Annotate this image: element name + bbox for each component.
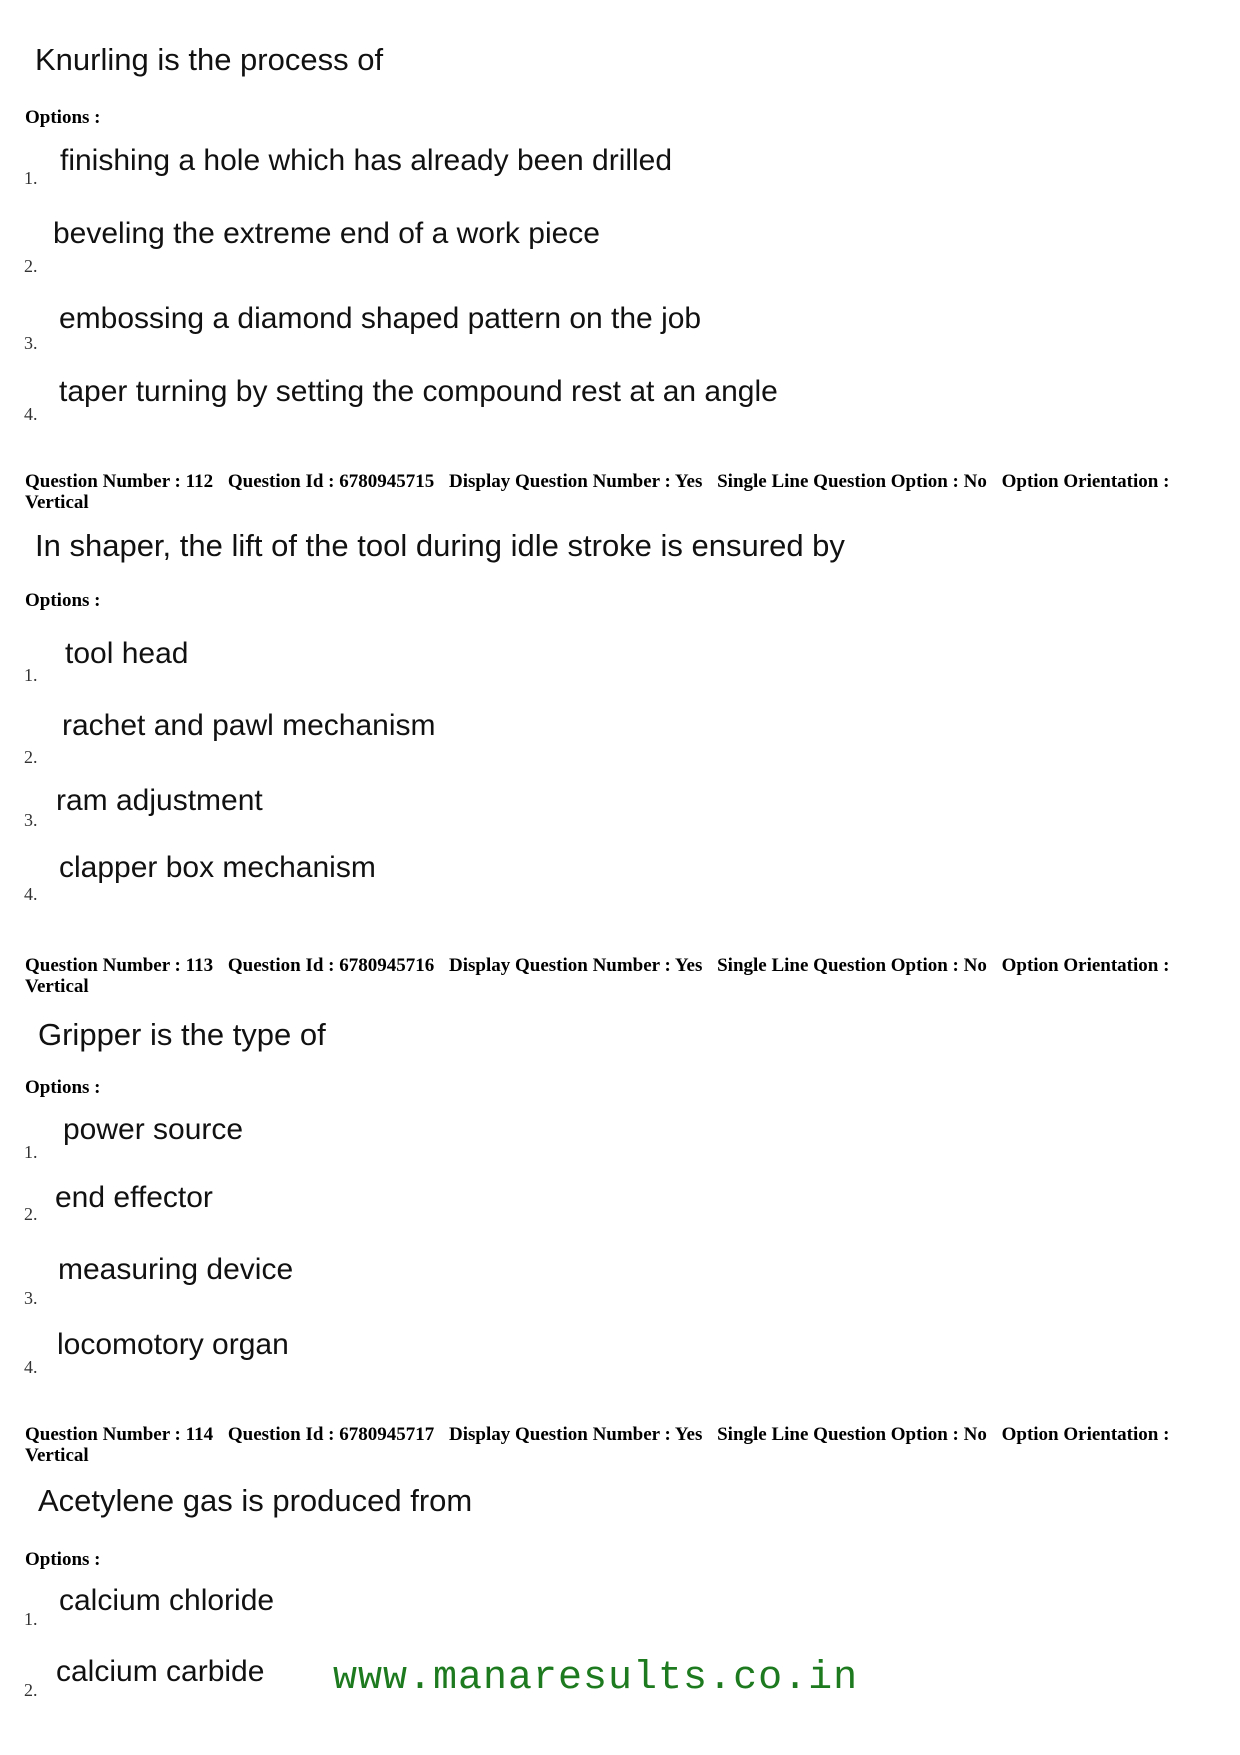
option-text: measuring device [58, 1253, 294, 1286]
option-number: 1. [24, 1142, 38, 1162]
options-label: Options : [25, 107, 101, 128]
option-number: 4. [24, 404, 38, 424]
option-orientation: Option Orientation : Vertical [25, 471, 1170, 513]
options-label: Options : [25, 1077, 101, 1098]
option-number: 3. [24, 1288, 38, 1308]
option-text: calcium chloride [59, 1584, 275, 1617]
option-orientation: Option Orientation : Vertical [25, 955, 1170, 997]
question-meta [25, 471, 1205, 513]
option-number: 4. [24, 884, 38, 904]
option-text: taper turning by setting the compound rest at an angle [59, 375, 778, 408]
question-number: Question Number : 112 [25, 471, 214, 492]
question-meta [25, 955, 1205, 997]
question-text: Gripper is the type of [38, 1017, 326, 1052]
question-id: Question Id : 6780945717 [227, 1424, 435, 1445]
option-orientation: Option Orientation : Vertical [25, 1424, 1170, 1466]
option-number: 3. [24, 810, 38, 830]
option-number: 1. [24, 665, 38, 685]
question-id: Question Id : 6780945715 [227, 471, 435, 492]
option-text: end effector [55, 1181, 213, 1214]
question-text: Acetylene gas is produced from [38, 1483, 473, 1518]
option-text: embossing a diamond shaped pattern on the job [59, 302, 702, 335]
display-question-number: Display Question Number : Yes [448, 1424, 703, 1445]
option-number: 2. [24, 747, 38, 767]
option-text: finishing a hole which has already been drilled [60, 144, 673, 177]
question-meta [25, 1424, 1205, 1466]
option-text: rachet and pawl mechanism [62, 709, 436, 742]
options-label: Options : [25, 590, 101, 611]
single-line-option: Single Line Question Option : No [717, 471, 987, 492]
option-number: 4. [24, 1357, 38, 1377]
watermark-url: www.manaresults.co.in [333, 1656, 859, 1701]
question-text: Knurling is the process of [35, 42, 384, 77]
question-number: Question Number : 113 [25, 955, 214, 976]
question-text: In shaper, the lift of the tool during idle stroke is ensured by [35, 528, 845, 563]
option-number: 2. [24, 1204, 38, 1224]
option-text: clapper box mechanism [59, 851, 376, 884]
display-question-number: Display Question Number : Yes [448, 955, 703, 976]
option-number: 2. [24, 1680, 38, 1700]
single-line-option: Single Line Question Option : No [717, 1424, 987, 1445]
single-line-option: Single Line Question Option : No [717, 955, 987, 976]
display-question-number: Display Question Number : Yes [448, 471, 703, 492]
option-text: beveling the extreme end of a work piece [53, 217, 600, 250]
option-number: 1. [24, 168, 38, 188]
option-number: 3. [24, 333, 38, 353]
option-number: 1. [24, 1609, 38, 1629]
option-text: ram adjustment [56, 784, 263, 817]
option-text: tool head [65, 637, 189, 670]
option-text: calcium carbide [56, 1655, 265, 1688]
question-number: Question Number : 114 [25, 1424, 214, 1445]
options-label: Options : [25, 1549, 101, 1570]
option-number: 2. [24, 256, 38, 276]
option-text: power source [63, 1113, 244, 1146]
question-id: Question Id : 6780945716 [227, 955, 435, 976]
option-text: locomotory organ [57, 1328, 289, 1361]
